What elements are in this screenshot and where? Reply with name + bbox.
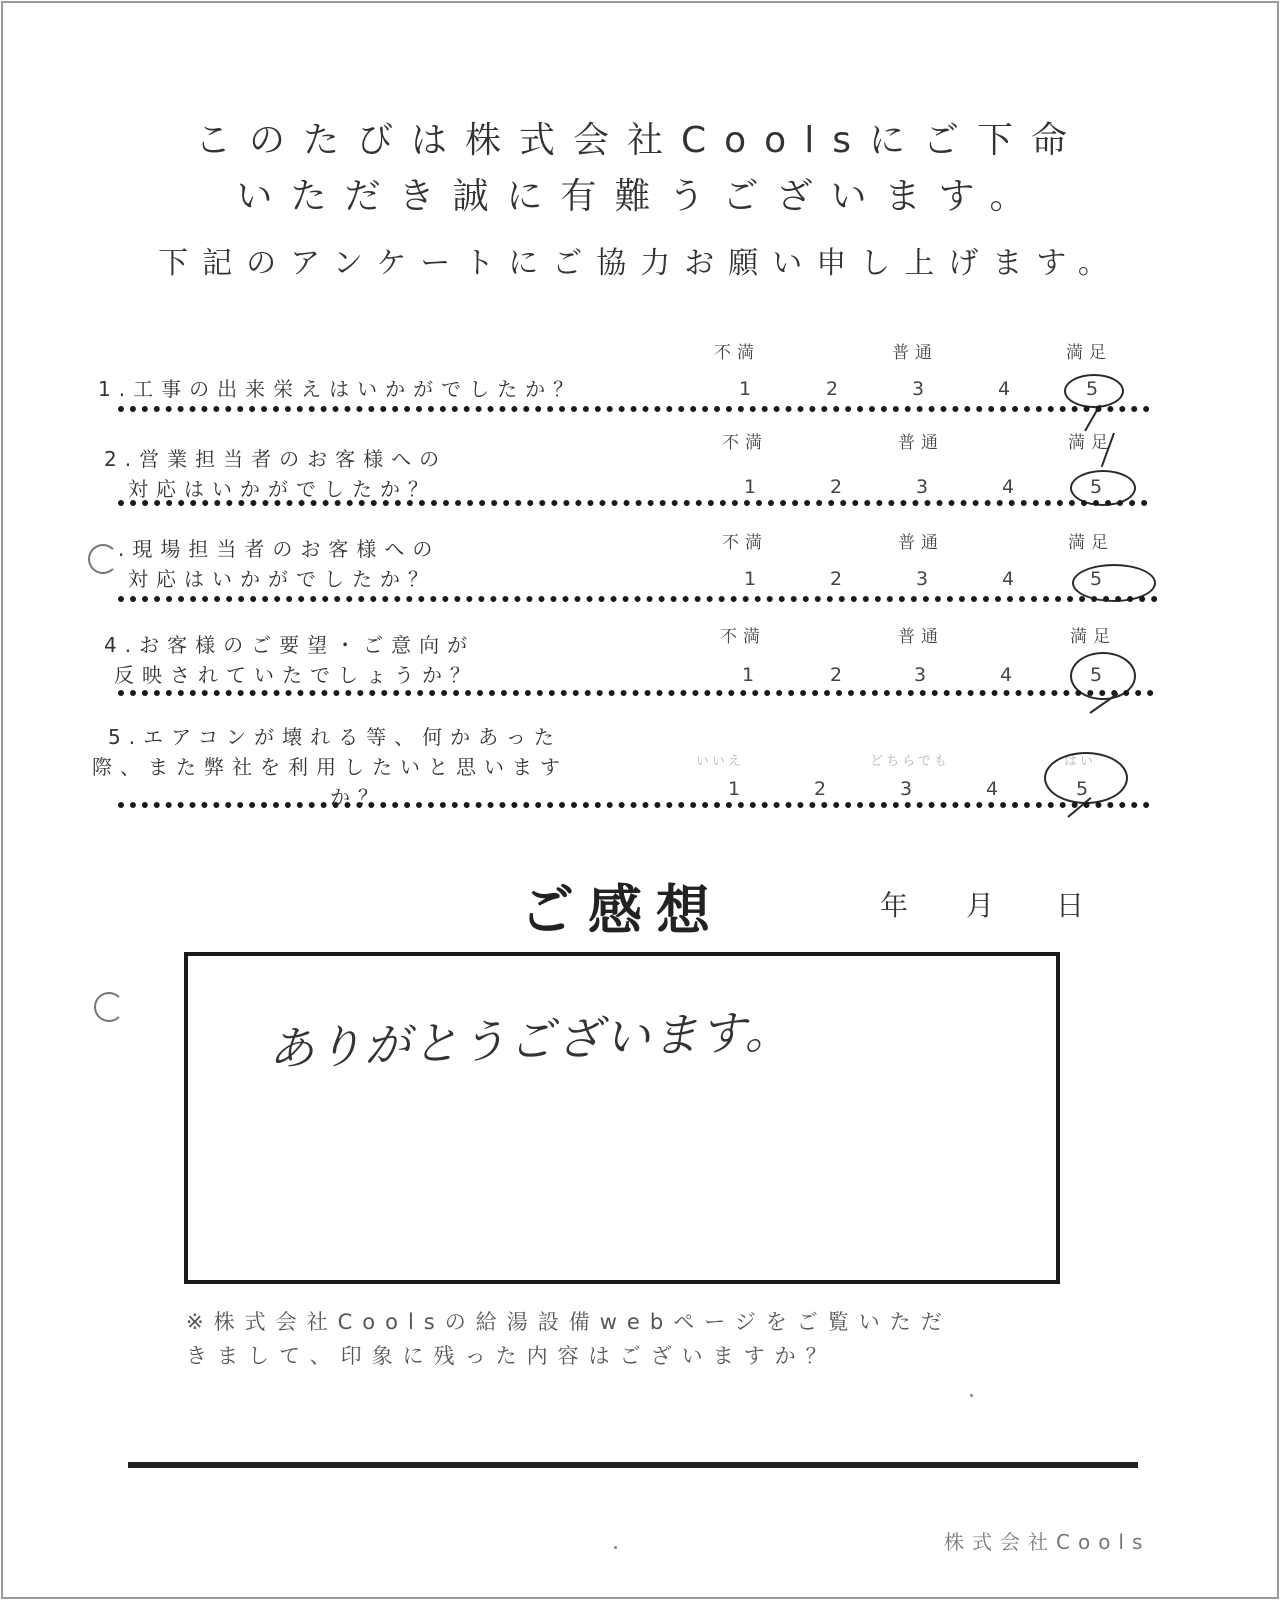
option-5[interactable]: 5 [1089,476,1103,498]
option-2[interactable]: 2 [813,778,827,800]
question-text-line-2: 反映されていたでしょうか？ [114,663,478,687]
option-5[interactable]: 5 [1085,378,1099,400]
intro-line-1: このたびは株式会社Coolsにご下命 [195,120,1085,161]
question-text-line-2: 対応はいかがでしたか？ [128,567,436,591]
question-text-line-1: 5.エアコンが壊れる等、何かあった [108,725,562,749]
option-1[interactable]: 1 [743,476,757,498]
option-2[interactable]: 2 [829,476,843,498]
option-3[interactable]: 3 [915,476,929,498]
selected-answer-circle [1064,374,1124,408]
date-day-label: 日 [1056,889,1085,922]
intro-line-3: 下記のアンケートにご協力お願い申し上げます。 [158,246,1122,281]
option-4[interactable]: 4 [997,378,1011,400]
question-text-line-1: 1.工事の出来栄えはいかがでしたか？ [98,377,582,401]
scale-low-label: 不満 [714,343,760,363]
date-year-label: 年 [880,889,909,922]
scale-low-label: いいえ [696,754,745,769]
scale-mid-label: 普通 [898,533,944,553]
scale-high-label: 満足 [1066,343,1112,363]
scale-high-label: 満足 [1068,433,1114,453]
option-1[interactable]: 1 [738,378,752,400]
dotted-separator [118,802,1150,808]
selected-answer-circle [1044,752,1128,804]
scale-low-label: 不満 [720,627,766,647]
option-4[interactable]: 4 [1001,476,1015,498]
option-3[interactable]: 3 [915,568,929,590]
website-question-line-2: きまして、印象に残った内容はございますか？ [186,1344,837,1368]
option-3[interactable]: 3 [911,378,925,400]
question-text-line-2: 際、また弊社を利用したいと思います [92,755,568,779]
scan-speck [614,1546,617,1549]
option-2[interactable]: 2 [829,664,843,686]
website-question-line-1: ※株式会社Coolsの給湯設備webページをご覧いただ [186,1310,952,1334]
scan-speck [970,1394,973,1397]
question-text-line-1: 2.営業担当者のお客様への [104,447,448,471]
scale-mid-label: 普通 [898,627,944,647]
option-4[interactable]: 4 [985,778,999,800]
scale-high-label: 満足 [1070,627,1116,647]
company-name: 株式会社Cools [944,1530,1151,1554]
option-5[interactable]: 5 [1089,568,1103,590]
question-text-line-1: 4.お客様のご要望・ご意向が [104,633,476,657]
handwritten-comment: ありがとうございます。 [267,1003,794,1077]
option-1[interactable]: 1 [727,778,741,800]
option-2[interactable]: 2 [825,378,839,400]
scale-mid-label: 普通 [898,433,944,453]
punch-hole [94,992,124,1022]
date-month-label: 月 [966,889,995,922]
option-3[interactable]: 3 [899,778,913,800]
option-2[interactable]: 2 [829,568,843,590]
dotted-separator [118,406,1150,412]
bottom-rule [128,1462,1138,1468]
scale-mid-label: 普通 [892,343,938,363]
impressions-heading: ご感想 [520,879,724,942]
dotted-separator [118,596,1158,602]
dotted-separator [118,500,1148,506]
option-3[interactable]: 3 [913,664,927,686]
question-text-line-1: .現場担当者のお客様への [118,537,441,561]
intro-line-2: いただき誠に有難うございます。 [236,176,1044,217]
question-text-line-2: 対応はいかがでしたか？ [128,477,436,501]
option-5[interactable]: 5 [1075,778,1089,800]
dotted-separator [118,690,1154,696]
option-1[interactable]: 1 [743,568,757,590]
punch-hole [88,544,118,574]
scale-high-label: はい [1064,754,1097,769]
scale-low-label: 不満 [722,533,768,553]
option-4[interactable]: 4 [999,664,1013,686]
question-text-line-3: か？ [330,785,386,809]
scale-low-label: 不満 [722,433,768,453]
option-4[interactable]: 4 [1001,568,1015,590]
scale-high-label: 満足 [1068,533,1114,553]
option-1[interactable]: 1 [741,664,755,686]
scale-mid-label: どちらでも [870,754,950,769]
option-5[interactable]: 5 [1089,664,1103,686]
